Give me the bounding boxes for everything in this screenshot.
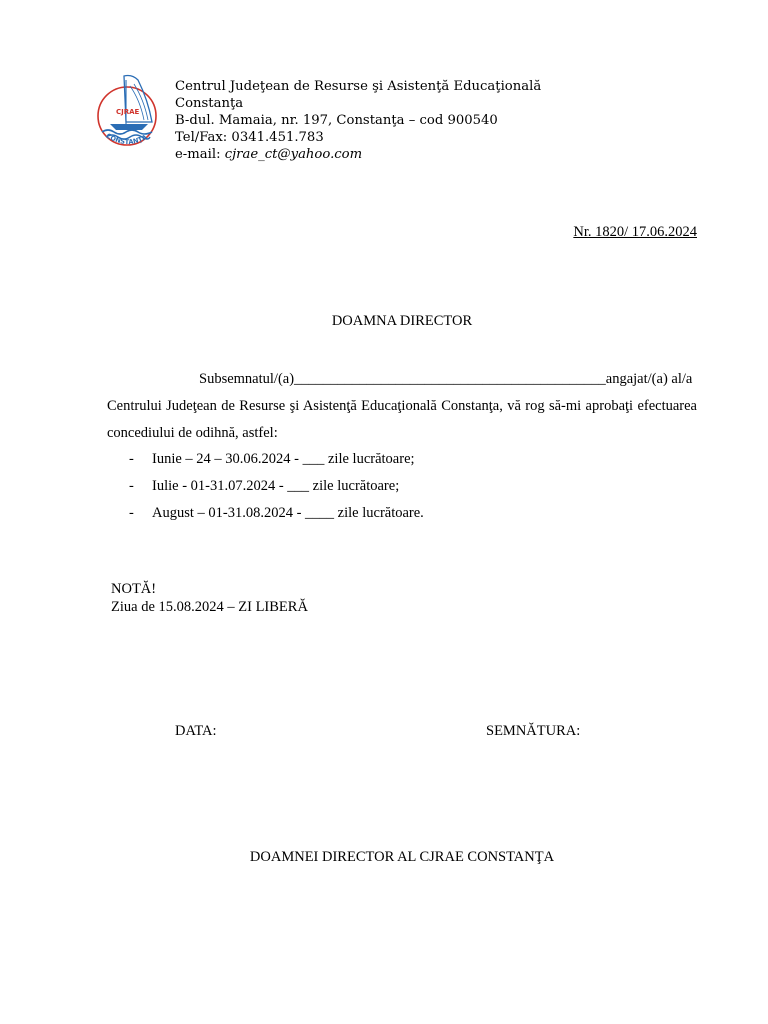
institution-header (175, 78, 541, 163)
logo-arc-text: CONSTANȚA (104, 131, 149, 147)
leave-period-july: Iulie - 01-31.07.2024 - ___ zile lucrătoare; (152, 478, 400, 494)
signature-label: SEMNĂTURA: (486, 723, 581, 739)
date-label: DATA: (175, 723, 217, 739)
list-dash: - (129, 451, 134, 467)
request-paragraph (107, 366, 697, 447)
institution-email-line (175, 146, 541, 163)
email-label: e-mail: (175, 147, 225, 162)
institution-address: B-dul. Mamaia, nr. 197, Constanţa – cod 900540 (175, 113, 498, 128)
leave-period-august: August – 01-31.08.2024 - ____ zile lucrătoare. (152, 505, 424, 521)
list-dash: - (129, 505, 134, 521)
leave-period-june: Iunie – 24 – 30.06.2024 - ___ zile lucrătoare; (152, 451, 415, 467)
request-body-text: Centrului Judeţean de Resurse şi Asistenţă Educaţională Constanţa, vă rog să-mi aprobaţi efectuarea concediului de odihnă, astfel: (107, 398, 697, 441)
addressee-title: DOAMNA DIRECTOR (331, 313, 473, 329)
request-first-line: Subsemnatul/(a)___________________________________________angajat/(a) al/a (199, 371, 693, 387)
registration-number: Nr. 1820/ 17.06.2024 (573, 224, 697, 240)
cjrae-logo (96, 70, 160, 154)
institution-phone: Tel/Fax: 0341.451.783 (175, 130, 324, 145)
footer-addressee: DOAMNEI DIRECTOR AL CJRAE CONSTANŢA (249, 849, 555, 865)
note-title: NOTĂ! (111, 581, 157, 597)
logo-text: CJRAE (116, 108, 140, 116)
email-address: cjrae_ct@yahoo.com (224, 147, 363, 162)
institution-name-line1: Centrul Judeţean de Resurse şi Asistenţă Educaţională (175, 79, 542, 94)
note-block (111, 580, 308, 616)
institution-name-line2: Constanţa (175, 96, 244, 111)
note-text: Ziua de 15.08.2024 – ZI LIBERĂ (111, 599, 308, 615)
list-dash: - (129, 478, 134, 494)
